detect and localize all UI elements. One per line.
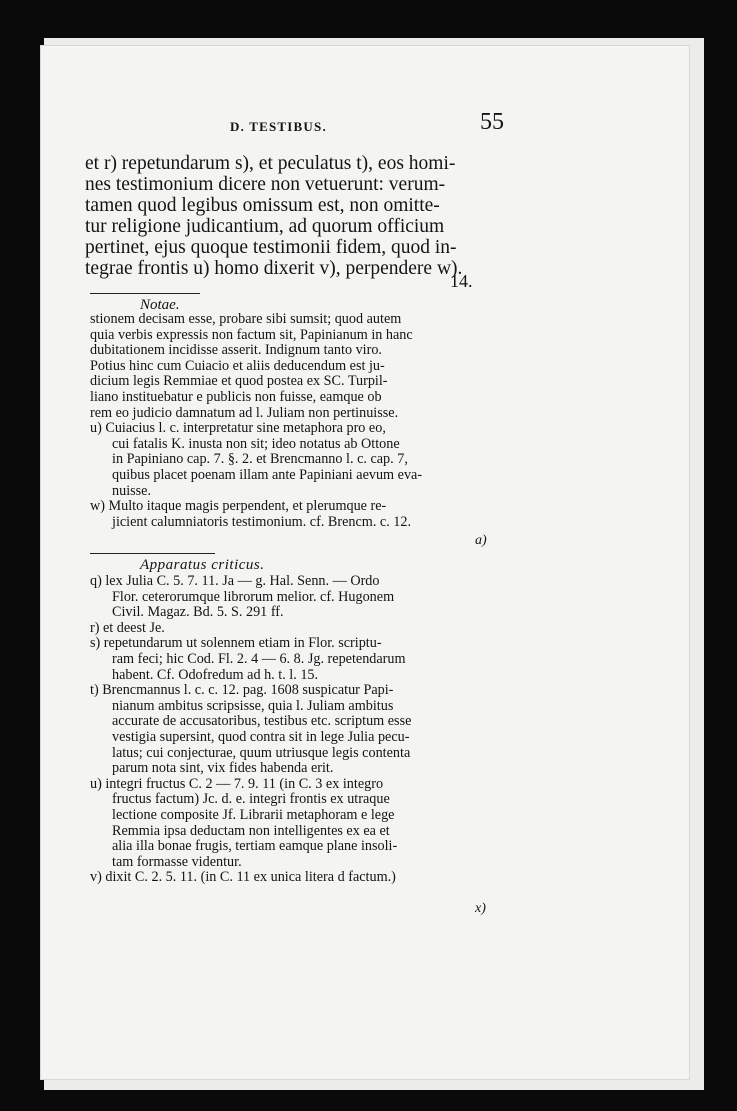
note-line: dicium legis Remmiae et quod postea ex SC. Turpil- bbox=[90, 373, 388, 390]
note-line: quia verbis expressis non factum sit, Papinianum in hanc bbox=[90, 326, 413, 343]
apparatus-line: latus; cui conjecturae, quum utriusque legis contenta bbox=[112, 744, 411, 761]
note-line: jicient calumniatoris testimonium. cf. Brencm. c. 12. bbox=[112, 513, 412, 530]
apparatus-block bbox=[90, 574, 520, 886]
apparatus-line: Remmia ipsa deductam non intelligentes ex ea et bbox=[112, 822, 390, 839]
note-line: liano instituebatur e publicis non fuisse, eamque ob bbox=[90, 388, 382, 405]
apparatus-line: tam formasse videntur. bbox=[112, 853, 242, 870]
apparatus-line: v) dixit C. 2. 5. 11. (in C. 11 ex unica litera d factum.) bbox=[90, 869, 396, 886]
note-line: quibus placet poenam illam ante Papiniani aevum eva- bbox=[112, 466, 423, 483]
apparatus-line: q) lex Julia C. 5. 7. 11. Ja — g. Hal. Senn. — Ordo bbox=[90, 573, 380, 589]
notes-divider bbox=[90, 293, 200, 294]
notes-heading: Notae. bbox=[140, 297, 180, 313]
apparatus-line: nianum ambitus scripsisse, quia l. Juliam ambitus bbox=[112, 697, 394, 714]
main-line: tur religione judicantium, ad quorum officium bbox=[85, 216, 445, 237]
main-line: tegrae frontis u) homo dixerit v), perpendere w). bbox=[85, 258, 463, 279]
main-line: nes testimonium dicere non vetuerunt: verum- bbox=[85, 174, 446, 195]
apparatus-line: Civil. Magaz. Bd. 5. S. 291 ff. bbox=[112, 604, 284, 621]
note-line: dubitationem incidisse asserit. Indignum tanto viro. bbox=[90, 342, 382, 359]
apparatus-catchword: x) bbox=[475, 901, 486, 916]
apparatus-line: r) et deest Je. bbox=[90, 619, 165, 636]
book-page bbox=[40, 45, 690, 1080]
note-line: rem eo judicio damnatum ad l. Juliam non pertinuisse. bbox=[90, 404, 399, 421]
note-line: u) Cuiacius l. c. interpretatur sine metaphora pro eo, bbox=[90, 420, 386, 437]
page-number: 55 bbox=[480, 109, 504, 135]
note-line: Potius hinc cum Cuiacio et aliis deducendum est ju- bbox=[90, 357, 385, 374]
apparatus-line: lectione composite Jf. Librarii metaphoram e lege bbox=[112, 806, 395, 823]
apparatus-heading: Apparatus criticus. bbox=[140, 557, 265, 573]
note-line: stionem decisam esse, probare sibi sumsit; quod autem bbox=[90, 311, 402, 327]
apparatus-line: ram feci; hic Cod. Fl. 2. 4 — 6. 8. Jg. repetendarum bbox=[112, 650, 406, 667]
apparatus-line: Flor. ceterorumque librorum melior. cf. Hugonem bbox=[112, 588, 395, 605]
apparatus-line: u) integri fructus C. 2 — 7. 9. 11 (in C. 3 ex integro bbox=[90, 775, 384, 792]
section-number: 14. bbox=[450, 271, 473, 291]
apparatus-line: fructus factum) Jc. d. e. integri frontis ex utraque bbox=[112, 791, 390, 808]
note-line: w) Multo itaque magis perpendent, et plerumque re- bbox=[90, 498, 387, 515]
apparatus-line: vestigia supersint, quod contra sit in lege Julia pecu- bbox=[112, 728, 410, 745]
apparatus-line: parum nota sint, vix fides habenda erit. bbox=[112, 760, 334, 777]
running-head: D. TESTIBUS. bbox=[230, 119, 327, 134]
apparatus-line: alia illa bonae frugis, tertiam eamque plane insoli- bbox=[112, 838, 398, 855]
main-line: pertinet, ejus quoque testimonii fidem, quod in- bbox=[85, 237, 457, 258]
apparatus-line: t) Brencmannus l. c. c. 12. pag. 1608 suspicatur Papi- bbox=[90, 682, 394, 699]
main-text bbox=[85, 153, 525, 279]
notes-catchword: a) bbox=[475, 533, 487, 548]
apparatus-line: habent. Cf. Odofredum ad h. t. l. 15. bbox=[112, 666, 319, 683]
notes-block bbox=[90, 312, 520, 530]
main-line: tamen quod legibus omissum est, non omitte- bbox=[85, 195, 440, 216]
note-line: in Papiniano cap. 7. §. 2. et Brencmanno l. c. cap. 7, bbox=[112, 451, 408, 468]
apparatus-line: s) repetundarum ut solennem etiam in Flor. scriptu- bbox=[90, 635, 382, 652]
apparatus-line: accurate de accusatoribus, testibus etc. scriptum esse bbox=[112, 713, 412, 730]
apparatus-divider bbox=[90, 553, 215, 554]
note-line: nuisse. bbox=[112, 482, 152, 499]
main-line: et r) repetundarum s), et peculatus t), eos homi- bbox=[85, 153, 456, 174]
note-line: cui fatalis K. inusta non sit; ideo notatus ab Ottone bbox=[112, 435, 400, 452]
